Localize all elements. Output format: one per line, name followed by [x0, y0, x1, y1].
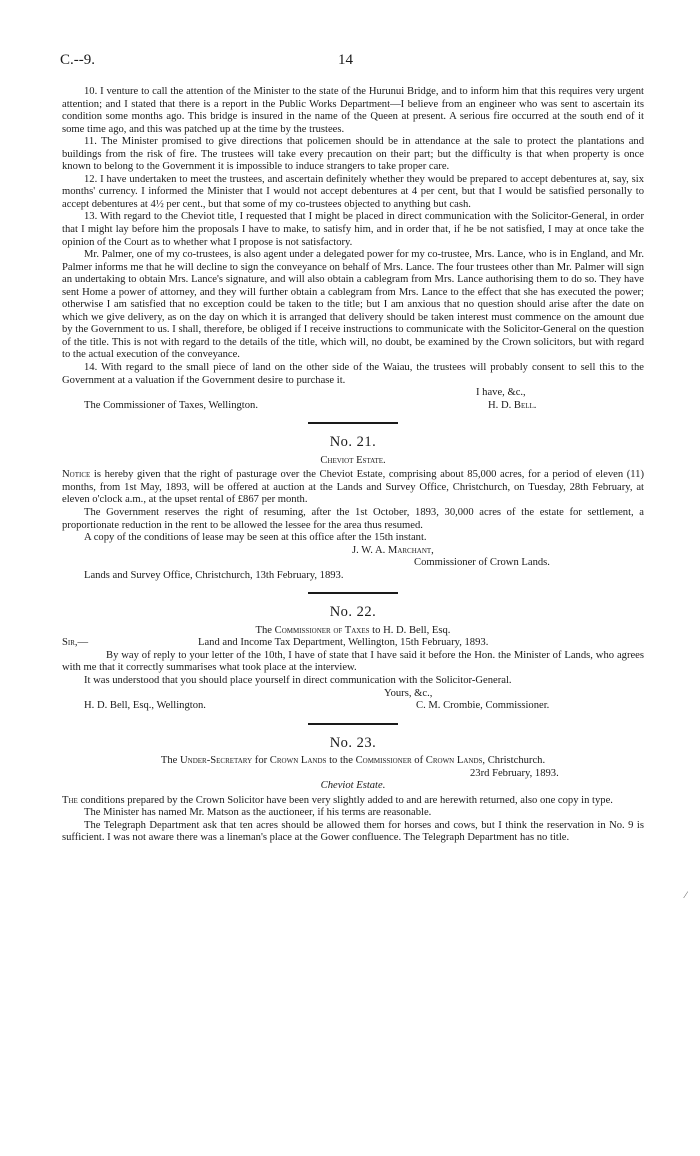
- closing-phrase: Yours, &c.,: [384, 687, 433, 699]
- signer-name: J. W. A. Marchant,: [352, 544, 434, 556]
- section-divider: [308, 592, 398, 594]
- heading-text: to the: [326, 755, 356, 767]
- addressee: H. D. Bell, Esq., Wellington.: [84, 700, 206, 712]
- place-date-row: [62, 570, 644, 583]
- notice-lead: Notice: [62, 469, 91, 481]
- section-title-22: No. 22.: [329, 604, 377, 621]
- letter-date: 23rd February, 1893.: [470, 767, 559, 779]
- heading-text: The: [255, 624, 275, 636]
- closing-row: [62, 387, 644, 400]
- page-header: [60, 52, 640, 72]
- addressee: The Commissioner of Taxes, Wellington.: [84, 399, 258, 411]
- page-number: 14: [338, 52, 353, 68]
- letter-23-para3: The Telegraph Department ask that ten acres should be allowed them for horses and cows, but I think the reservation in No. 9 is sufficient. I was not aware there was a lineman's place at the Gower confluence. The Telegraph Department has no title.: [62, 819, 644, 844]
- letter-23-text: conditions prepared by the Crown Solicitor have been very slightly added to and are herewith returned, also one copy in type.: [77, 794, 613, 806]
- salutation: Sir,—: [62, 637, 89, 649]
- letter-heading-22: [62, 625, 644, 638]
- heading-recipient-dept: Crown Lands: [425, 755, 483, 767]
- section-title-21: No. 21.: [329, 434, 377, 451]
- heading-text: for: [252, 755, 270, 767]
- section-title-23: No. 23.: [329, 734, 377, 751]
- signer-title: Commissioner of Crown Lands.: [414, 557, 550, 569]
- paragraph-14: 14. With regard to the small piece of land on the other side of the Waiau, the trustees will probably consent to sell this to the Government at a valuation if the Government desire to purchase it.: [62, 362, 644, 386]
- section-divider: [308, 723, 398, 725]
- paragraph-palmer: Mr. Palmer, one of my co-trustees, is also agent under a delegated power for my co-trustee, Mrs. Lance, who is in England, and Mr. Palmer informs me that he will decline to sign the conveyance on behalf of Mrs. Lance. The four trustees other than Mr. Palmer will sign an undertaking to obtain Mrs. Lance's signature, and will also obtain a cablegram from Mrs. Lance authorising them to do so. They have sent Home a power of attorney, and they will further obtain a cablegram from Mrs. Lance to the effect that she has executed the power; otherwise I am satisfied that no exception could be taken to the title; but I am anxious that no question should arise after the date on which we give delivery, as on the day on which it is arranged that delivery should be taken interest must commence on the amount due by the Government to us. I shall, therefore, be obliged if I receive instructions to communicate with the Solicitor-General on the question of the title. This is not with regard to the details of the title, which will, no doubt, be examined by the Crown solicitors, but with regard to the actual execution of the conveyance.: [62, 249, 644, 361]
- letter-22-para1: By way of reply to your letter of the 10th, I have of state that I have said it before the Hon. the Minister of Lands, who agrees with me that it correctly summarises what took place at the interview.: [62, 649, 644, 674]
- addressee-row: [62, 700, 644, 713]
- letter-23-para2: The Minister has named Mr. Matson as the auctioneer, if his terms are reasonable.: [84, 807, 432, 819]
- letter-heading-23: [62, 755, 644, 768]
- section-divider: [308, 422, 398, 424]
- addressee-row: [62, 400, 644, 413]
- signer-row: [62, 545, 644, 558]
- heading-text: of: [411, 755, 426, 767]
- place-date: Lands and Survey Office, Christchurch, 13th February, 1893.: [84, 569, 344, 581]
- heading-sender-dept: Crown Lands: [269, 755, 327, 767]
- signature: C. M. Crombie, Commissioner.: [416, 700, 550, 712]
- heading-sender: Under-Secretary: [180, 755, 253, 767]
- closing-row: [62, 688, 644, 701]
- heading-sender: Commissioner of Taxes: [274, 624, 370, 636]
- document-body: [62, 86, 644, 845]
- salutation-row: [62, 637, 644, 650]
- signature: H. D. Bell.: [488, 399, 537, 411]
- signer-title-row: [62, 557, 644, 570]
- letter-subject: Cheviot Estate.: [320, 780, 386, 792]
- conditions-paragraph: A copy of the conditions of lease may be seen at this office after the 15th instant.: [84, 532, 427, 544]
- margin-mark: ⁄: [685, 890, 687, 900]
- letter-23-para1: [62, 795, 644, 808]
- date-row: [62, 768, 644, 781]
- heading-text: to H. D. Bell, Esq.: [369, 624, 451, 636]
- notice-text: is hereby given that the right of pasturage over the Cheviot Estate, comprising about 85,000 acres, for a period of eleven (11) months, from 1st May, 1893, will be offered at auction at the Lands and Survey Office, Christchurch, on Tuesday, 28th February, at eleven o'clock a.m., at the upset rental of £867 per month.: [62, 469, 644, 506]
- resumption-paragraph: The Government reserves the right of resuming, after the 1st October, 1893, 30,000 acres of the estate for settlement, a proportionate reduction in the rent to be allowed the lessee for the area thus resumed.: [62, 506, 644, 531]
- paragraph-11: 11. The Minister promised to give directions that policemen should be in attendance at the sale to protect the plantations and buildings from the risk of fire. The trustees will take every precaution on their part; but the difficulty is that when property is once known to belong to the Government it is impossible to induce strangers to take proper care.: [62, 136, 644, 173]
- paragraph-10: 10. I venture to call the attention of the Minister to the state of the Hurunui Bridge, and to inform him that this requires very urgent attention; and I stated that there is a report in the Public Works Department—I believe from an engineer who was sent to ascertain its condition some months ago. This bridge is insured in the name of the Queen at present. A serious fire occurred at the south end of it some time ago, and this was patched up at the time by the trustees.: [62, 86, 644, 135]
- notice-paragraph: [62, 469, 644, 507]
- letter-22-para2: It was understood that you should place yourself in direct communication with the Solicitor-General.: [84, 674, 512, 686]
- paragraph-13: 13. With regard to the Cheviot title, I requested that I might be placed in direct communication with the Solicitor-General, in order that I might lay before him the proposals I have to make, to satisfy him, and in order that, if he be not satisfied, I may at once take the opinion of the Court as to whether what I propose is not satisfactory.: [62, 211, 644, 248]
- heading-recipient: Commissioner: [355, 755, 412, 767]
- parliamentary-paper-ref: C.--9.: [60, 52, 95, 68]
- letter-lead: The: [62, 794, 78, 806]
- dateline: Land and Income Tax Department, Wellington, 15th February, 1893.: [198, 637, 489, 649]
- closing-phrase: I have, &c.,: [476, 387, 526, 399]
- section-subtitle-21: Cheviot Estate.: [320, 454, 386, 466]
- paragraph-12: 12. I have undertaken to meet the trustees, and ascertain definitely whether they would be prepared to accept debentures at, say, six months' currency. I informed the Minister that I would not accept debentures at 4 per cent, but that I would be satisfied personally to accept debentures at 4½ per cent., but that some of my co-trustees objected to anything but cash.: [62, 173, 644, 210]
- heading-text: , Christchurch.: [482, 755, 546, 767]
- heading-text: The: [160, 755, 181, 767]
